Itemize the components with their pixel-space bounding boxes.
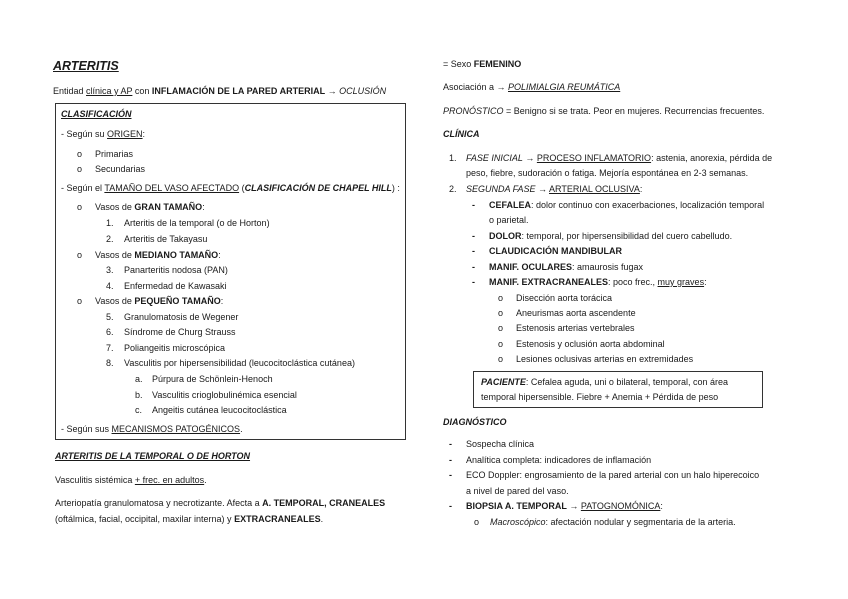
- text: :: [218, 250, 221, 260]
- symptom-claudicacion: CLAUDICACIÓN MANDIBULAR: [489, 246, 622, 256]
- text: (oftálmica, facial, occipital, maxilar interna) y: [55, 514, 235, 524]
- text: (: [239, 183, 245, 193]
- bold: DOLOR: [489, 231, 522, 241]
- text: .: [320, 514, 324, 524]
- bold: EXTRACRANEALES: [234, 514, 321, 524]
- intro-italic: OCLUSIÓN: [339, 86, 387, 96]
- list-item: Enfermedad de Kawasaki: [124, 281, 227, 291]
- chapel-hill: CLASIFICACIÓN DE CHAPEL HILL: [244, 183, 392, 193]
- text: : Cefalea aguda, uni o bilateral, temporal, con área: [525, 377, 728, 387]
- text: :: [660, 501, 663, 511]
- list-item: Estenosis y oclusión aorta abdominal: [516, 339, 665, 349]
- list-item: Poliangeitis microscópica: [124, 343, 226, 353]
- text: Vasos de: [95, 296, 135, 306]
- mediano-line: [95, 250, 221, 260]
- diagnostico-heading: DIAGNÓSTICO: [443, 417, 507, 427]
- symptom-oculares: [489, 262, 643, 272]
- bullet-circle-icon: o: [77, 250, 83, 260]
- clinica-heading: CLÍNICA: [443, 129, 480, 139]
- text: - Según sus: [61, 424, 112, 434]
- bullet-circle-icon: o: [77, 202, 83, 212]
- text: :: [220, 296, 224, 306]
- list-num: 2.: [449, 184, 457, 194]
- underlined: PROCESO INFLAMATORIO: [536, 153, 652, 163]
- symptom-cefalea-2: o parietal.: [489, 215, 529, 225]
- clasificacion-heading: CLASIFICACIÓN: [61, 109, 132, 119]
- symptom-cefalea: [489, 200, 764, 210]
- list-item: Aneurismas aorta ascendente: [516, 308, 636, 318]
- mecanismos-label: MECANISMOS PATOGÉNICOS: [111, 424, 241, 434]
- horton-line-1: [55, 475, 207, 485]
- intro-line: [53, 86, 386, 96]
- list-letter: a.: [135, 374, 143, 384]
- dash-icon: -: [472, 262, 475, 272]
- italic: FASE INICIAL: [466, 153, 523, 163]
- list-num: 8.: [106, 358, 114, 368]
- dash-icon: -: [449, 439, 452, 449]
- text: : temporal, por hipersensibilidad del cuero cabelludo.: [521, 231, 733, 241]
- horton-line-3: [55, 514, 323, 524]
- mediano-bold: MEDIANO TAMAÑO: [134, 250, 219, 260]
- bullet-circle-icon: o: [77, 149, 83, 159]
- text: - Según el: [61, 183, 105, 193]
- pequeno-bold: PEQUEÑO TAMAÑO: [134, 296, 221, 306]
- symptom-dolor: [489, 231, 732, 241]
- text: .: [204, 475, 207, 485]
- list-item: Arteritis de la temporal (o de Horton): [124, 218, 270, 228]
- text: :: [202, 202, 205, 212]
- text: :: [142, 129, 146, 139]
- pequeno-line: [95, 296, 223, 306]
- italic: Macroscópico: [490, 517, 546, 527]
- bold: BIOPSIA A. TEMPORAL: [466, 501, 567, 511]
- text: : poco frec.,: [608, 277, 658, 287]
- fase1-line-2: peso, fiebre, sudoración o fatiga. Mejoría espontánea en 2-3 semanas.: [466, 168, 749, 178]
- underlined: ARTERIAL OCLUSIVA: [549, 184, 640, 194]
- bullet-circle-icon: o: [498, 354, 504, 364]
- pronostico-line: [443, 106, 764, 116]
- bullet-circle-icon: o: [498, 308, 504, 318]
- text: : amaurosis fugax: [572, 262, 644, 272]
- text: Vasculitis sistémica: [55, 475, 135, 485]
- bullet-circle-icon: o: [77, 164, 83, 174]
- dx-biopsia: [466, 501, 663, 511]
- text: : afectación nodular y segmentaria de la arteria.: [545, 517, 736, 527]
- arrow-icon: →: [566, 501, 581, 511]
- text: - Según su: [61, 129, 108, 139]
- text: Vasos de: [95, 202, 135, 212]
- list-item: Vasculitis por hipersensibilidad (leucocitoclástica cutánea): [124, 358, 355, 368]
- list-num: 5.: [106, 312, 114, 322]
- list-item: Angeitis cutánea leucocitoclástica: [152, 405, 287, 415]
- paciente-line: [481, 377, 728, 387]
- arrow-icon: →: [325, 86, 340, 96]
- origen-label: ORIGEN: [107, 129, 143, 139]
- intro-underlined: clínica y AP: [86, 86, 133, 96]
- text: Asociación a →: [443, 82, 509, 92]
- mecanismos-line: [61, 424, 243, 434]
- dx-macroscopico: [490, 517, 736, 527]
- intro-bold: INFLAMACIÓN DE LA PARED ARTERIAL: [151, 86, 326, 96]
- dx-item: Sospecha clínica: [466, 439, 535, 449]
- symptom-extracraneales: [489, 277, 707, 287]
- list-num: 1.: [106, 218, 114, 228]
- horton-heading: ARTERITIS DE LA TEMPORAL O DE HORTON: [55, 451, 251, 461]
- dx-item: Analítica completa: indicadores de inflamación: [466, 455, 652, 465]
- list-item: Panarteritis nodosa (PAN): [124, 265, 228, 275]
- bullet-circle-icon: o: [498, 323, 504, 333]
- list-num: 3.: [106, 265, 114, 275]
- fase1-line: [466, 153, 772, 163]
- text: : dolor continuo con exacerbaciones, localización temporal: [531, 200, 765, 210]
- bullet-circle-icon: o: [498, 339, 504, 349]
- list-num: 7.: [106, 343, 114, 353]
- text: :: [639, 184, 643, 194]
- bullet-circle-icon: o: [77, 296, 83, 306]
- dx-item: ECO Doppler: engrosamiento de la pared arterial con un halo hiperecoico: [466, 470, 760, 480]
- text: ) :: [391, 183, 400, 193]
- bold: MANIF. OCULARES: [489, 262, 572, 272]
- dash-icon: -: [472, 231, 475, 241]
- bold: A. TEMPORAL, CRANEALES: [262, 498, 386, 508]
- bold: CEFALEA: [489, 200, 532, 210]
- list-item: Disección aorta torácica: [516, 293, 613, 303]
- fase2-line: [466, 184, 642, 194]
- text: :: [704, 277, 707, 287]
- list-num: 2.: [106, 234, 114, 244]
- italic: SEGUNDA FASE: [466, 184, 536, 194]
- underlined: PATOGNOMÓNICA: [580, 501, 661, 511]
- dash-icon: -: [449, 501, 452, 511]
- text: Vasos de: [95, 250, 135, 260]
- bullet-circle-icon: o: [474, 517, 480, 527]
- gran-bold: GRAN TAMAÑO: [134, 202, 203, 212]
- text: .: [240, 424, 243, 434]
- sexo-line: [443, 59, 521, 69]
- list-letter: c.: [135, 405, 143, 415]
- list-item: Estenosis arterias vertebrales: [516, 323, 635, 333]
- arrow-icon: →: [522, 153, 537, 163]
- list-num: 6.: [106, 327, 114, 337]
- dx-item-cont: a nivel de pared del vaso.: [466, 486, 569, 496]
- dash-icon: -: [472, 200, 475, 210]
- bold: PACIENTE: [481, 377, 526, 387]
- pronostico-label: PRONÓSTICO: [443, 106, 504, 116]
- list-item: Lesiones oclusivas arterias en extremidades: [516, 354, 694, 364]
- list-num: 1.: [449, 153, 457, 163]
- intro-text: Entidad: [53, 86, 87, 96]
- arrow-icon: →: [535, 184, 550, 194]
- intro-text: con: [132, 86, 152, 96]
- page-title: ARTERITIS: [53, 59, 119, 73]
- list-letter: b.: [135, 390, 143, 400]
- list-item: Síndrome de Churg Strauss: [124, 327, 236, 337]
- bold: FEMENINO: [473, 59, 522, 69]
- gran-line: [95, 202, 205, 212]
- underlined: + frec. en adultos: [134, 475, 205, 485]
- list-num: 4.: [106, 281, 114, 291]
- tamano-line: [61, 183, 400, 193]
- list-item: Granulomatosis de Wegener: [124, 312, 239, 322]
- text: = Sexo: [443, 59, 474, 69]
- bold: MANIF. EXTRACRANEALES: [489, 277, 609, 287]
- asociacion-line: [443, 82, 620, 92]
- paciente-line-2: temporal hipersensible. Fiebre + Anemia + Pérdida de peso: [481, 392, 719, 402]
- origen-item: Primarias: [95, 149, 134, 159]
- underlined: POLIMIALGIA REUMÁTICA: [508, 82, 621, 92]
- dash-icon: -: [449, 455, 452, 465]
- bullet-circle-icon: o: [498, 293, 504, 303]
- tamano-label: TAMAÑO DEL VASO AFECTADO: [104, 183, 240, 193]
- underlined: muy graves: [657, 277, 705, 287]
- dash-icon: -: [472, 277, 475, 287]
- text: : astenia, anorexia, pérdida de: [651, 153, 773, 163]
- origen-item: Secundarias: [95, 164, 146, 174]
- dash-icon: -: [472, 246, 475, 256]
- dash-icon: -: [449, 470, 452, 480]
- text: Arteriopatía granulomatosa y necrotizante. Afecta a: [55, 498, 263, 508]
- origen-line: [61, 129, 145, 139]
- text: = Benigno si se trata. Peor en mujeres. Recurrencias frecuentes.: [503, 106, 765, 116]
- list-item: Arteritis de Takayasu: [124, 234, 208, 244]
- list-item: Púrpura de Schönlein-Henoch: [152, 374, 273, 384]
- list-item: Vasculitis crioglobulinémica esencial: [152, 390, 297, 400]
- horton-line-2: [55, 498, 385, 508]
